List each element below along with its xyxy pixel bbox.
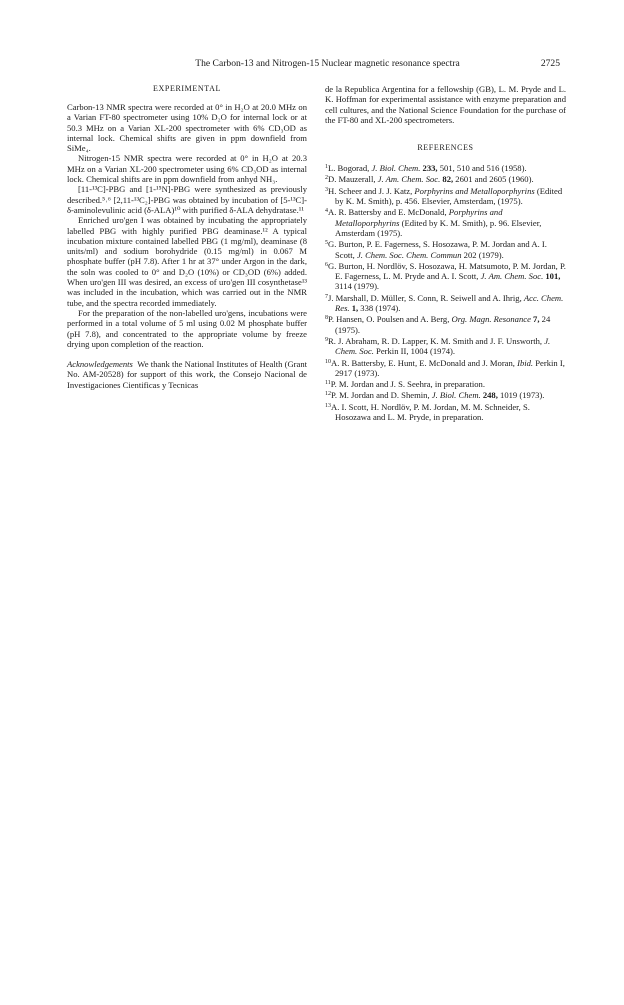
reference-item [325,313,566,335]
reference-item [325,389,566,400]
references-heading: REFERENCES [417,143,474,153]
reference-number: 10 [325,358,331,365]
reference-authors: D. Mauzerall, [328,174,378,185]
reference-item [325,357,566,379]
reference-item [325,260,566,292]
reference-journal: J. Biol. Chem. [431,390,481,401]
reference-authors: P. M. Jordan and D. Shemin, [331,390,432,401]
reference-volume: 7, [530,314,540,325]
reference-details: 3114 (1979). [335,281,380,292]
reference-item [325,173,566,184]
reference-item [325,335,566,357]
reference-authors: G. Burton, H. Nordlöv, S. Hosozawa, H. Matsumoto, P. M. Jordan, P. E. Fagerness, L. M. Pryde and A. I. Scott, [328,260,566,282]
reference-number: 1 [325,164,328,171]
reference-authors: P. Hansen, O. Poulsen and A. Berg, [328,314,452,325]
reference-journal: J. Am. Chem. Soc. [480,271,544,282]
reference-volume: 82, [440,174,454,185]
reference-volume: 248, [480,390,498,401]
reference-number: 3 [325,186,328,193]
reference-details: (Edited by K. M. Smith), p. 96. Elsevier, Amsterdam (1975). [335,217,542,238]
reference-number: 11 [325,380,331,387]
reference-authors: L. Bogorad, [328,163,372,174]
reference-authors: H. Scheer and J. J. Katz, [328,185,415,196]
reference-authors: J. Marshall, D. Müller, S. Conn, R. Seiwell and A. Ihrig, [328,292,524,303]
reference-details: Perkin II, 1004 (1974). [373,346,456,357]
reference-list [325,162,566,422]
reference-volume: 233, [420,163,438,174]
reference-item [325,401,566,423]
page-number: 2725 [540,58,560,69]
reference-authors: P. M. Jordan and J. S. Seehra, in preparation. [330,379,485,390]
experimental-heading: EXPERIMENTAL [153,84,221,93]
reference-number: 2 [325,175,328,182]
reference-journal: Acc. Chem. Res. [335,292,564,314]
reference-details: 2601 and 2605 (1960). [453,174,534,185]
reference-item [325,378,566,389]
reference-journal: Porphyrins and Metalloporphyrins [414,185,535,196]
reference-number: 8 [325,315,328,322]
experimental-paragraph: Nitrogen-15 NMR spectra were recorded at 0° in H₂O at 20.3 MHz on a Varian XL-200 spectrometer using 6% CD₃OD as internal lock. Chemical shifts are in ppm downfield from anhyd NH₃. [67,153,307,185]
reference-authors: G. Burton, P. E. Fagerness, S. Hosozawa, P. M. Jordan and A. I. Scott, [328,239,547,260]
reference-details: 202 (1979). [461,249,504,260]
reference-details: Perkin I, 2917 (1973). [335,357,565,378]
reference-number: 7 [325,293,328,300]
reference-journal: Porphyrins and Metalloporphyrins [335,207,503,228]
reference-journal: J. Chem. Soc. [335,335,551,357]
reference-volume: 1, [349,303,359,314]
reference-details: (Edited by K. M. Smith), p. 456. Elsevier, Amsterdam, (1975). [335,185,563,207]
reference-details: 501, 510 and 516 (1958). [437,163,527,174]
experimental-paragraph: [11-¹³C]-PBG and [1-¹⁵N]-PBG were synthesized as previously described.⁵˒⁶ [2,11-¹³C₂]-PBG was obtained by incubation of [5-¹³C]-δ-aminolevulinic acid (δ-ALA)¹⁰ with purified δ-ALA dehydratase.¹¹ [67,184,307,215]
reference-number: 13 [325,402,331,409]
left-column [67,84,307,390]
reference-journal: Org. Magn. Resonance [451,314,531,325]
reference-journal: J. Am. Chem. Soc. [377,174,441,185]
reference-volume: 101, [543,271,561,282]
reference-authors: R. J. Abraham, R. D. Lapper, K. M. Smith and J. F. Unsworth, [328,335,545,346]
reference-journal: J. Biol. Chem. [371,163,421,174]
reference-authors: A. I. Scott, H. Nordlöv, P. M. Jordan, M. M. Schneider, S. Hosozawa and L. M. Pryde, in preparation. [331,401,530,423]
reference-number: 5 [325,240,328,247]
reference-item [325,206,566,238]
reference-authors: A. R. Battersby and E. McDonald, [328,207,449,218]
acknowledgements-lead: Acknowledgements [67,359,133,370]
reference-item [325,185,566,207]
reference-number: 9 [325,336,328,343]
reference-number: 4 [325,208,328,215]
reference-authors: A. R. Battersby, E. Hunt, E. McDonald and J. Moran, [331,357,518,368]
reference-journal: Ibid. [517,357,534,368]
reference-item [325,162,566,173]
acknowledgements-text: We thank the National Institutes of Health (Grant No. AM-20528) for support of this work, the Consejo Nacional de Investigaciones Cientificas y Tecnicas [67,359,308,390]
reference-details: 338 (1974). [358,303,401,314]
reference-journal: J. Chem. Soc. Chem. Commun [356,249,462,260]
reference-number: 12 [325,391,331,398]
reference-item [325,238,566,260]
reference-details: 1019 (1973). [497,390,545,401]
running-title: The Carbon-13 and Nitrogen-15 Nuclear magnetic resonance spectra [195,58,460,69]
experimental-paragraph: Carbon-13 NMR spectra were recorded at 0° in H₂O at 20.0 MHz on a Varian FT-80 spectrometer using 10% D₂O for internal lock or at 50.3 MHz on a Varian XL-200 spectrometer with 6% CD₃OD as internal lock. Chemical shifts are given in ppm downfield from SiMe₄. [67,102,307,154]
acknowledgements-paragraph [67,359,307,390]
right-column [325,84,566,422]
reference-item [325,292,566,314]
reference-number: 6 [325,261,328,268]
acknowledgements-continuation: de la Republica Argentina for a fellowship (GB), L. M. Pryde and L. K. Hoffman for experimental assistance with enzyme preparation and cell cultures, and the National Science Foundation for the purchase of the FT-80 and XL-200 spectrometers. [325,84,566,125]
experimental-paragraph: Enriched uro'gen I was obtained by incubating the appropriately labelled PBG with highly purified PBG deaminase.¹² A typical incubation mixture contained labelled PBG (1 mg/ml), deaminase (8 units/ml) and sodium borohydride (0.15 mg/ml) in 0.067 M phosphate buffer (pH 7.8). After 1 hr at 37° under Argon in the dark, the soln was cooled to 0° and D₂O (10%) or CD₃OD (6%) added. When uro'gen III was desired, an excess of uro'gen III cosynthetase¹³ was included in the incubation, which was carried out in the NMR tube, and the spectra recorded immediately. [67,215,307,308]
reference-details: 24 (1975). [335,314,551,335]
experimental-paragraph: For the preparation of the non-labelled uro'gens, incubations were performed in a total volume of 5 ml using 0.02 M phosphate buffer (pH 7.8), and concentrated to the appropriate volume by freeze drying upon completion of the reaction. [67,307,307,349]
page-header [95,57,560,71]
